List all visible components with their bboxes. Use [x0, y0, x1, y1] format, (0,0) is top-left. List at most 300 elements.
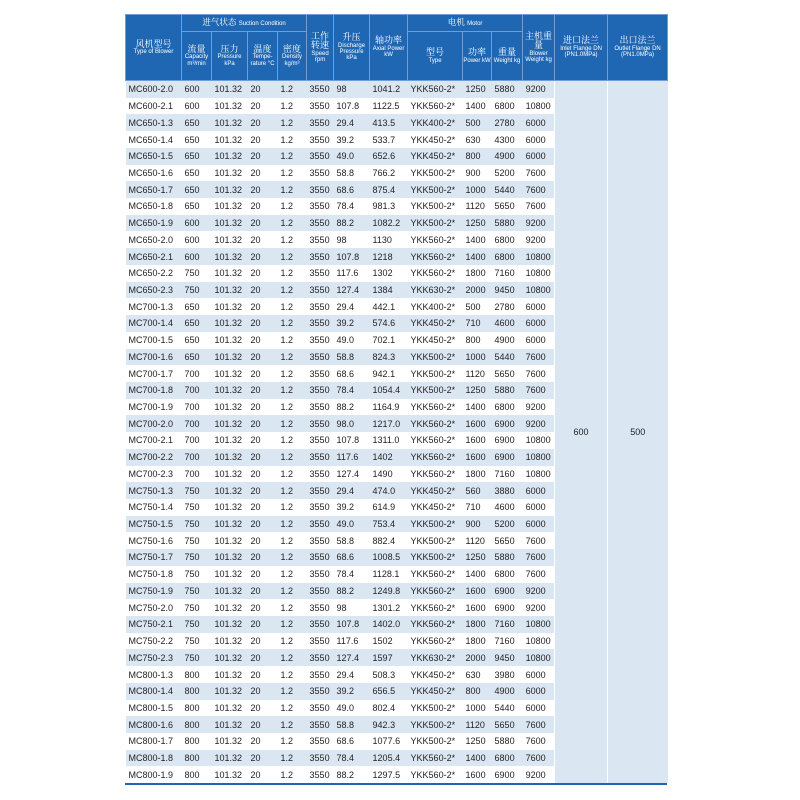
table-cell: 3550 — [307, 399, 334, 416]
table-cell: 800 — [182, 766, 212, 783]
table-cell: 6900 — [492, 415, 523, 432]
table-cell: 750 — [182, 616, 212, 633]
table-cell: 1400 — [463, 248, 492, 265]
table-cell: 710 — [463, 315, 492, 332]
table-cell: 1.2 — [278, 733, 307, 750]
table-cell: 700 — [182, 466, 212, 483]
table-cell: 1.2 — [278, 114, 307, 131]
table-cell: 3550 — [307, 766, 334, 783]
table-cell: 1.2 — [278, 750, 307, 767]
col-inlet-flange: 进口法兰 Inlet Flange DN (PN1.0MPa) — [555, 15, 608, 81]
table-cell: 101.32 — [212, 349, 248, 366]
table-cell: YKK560-2* — [408, 599, 463, 616]
table-cell: 78.4 — [334, 198, 370, 215]
table-cell: 9200 — [523, 766, 555, 783]
table-cell: 1597 — [370, 649, 408, 666]
table-cell: 1.2 — [278, 215, 307, 232]
table-cell: 3550 — [307, 215, 334, 232]
table-cell: YKK560-2* — [408, 248, 463, 265]
table-cell: 101.32 — [212, 666, 248, 683]
table-cell: 1.2 — [278, 482, 307, 499]
table-cell: 29.4 — [334, 298, 370, 315]
table-cell: 9200 — [523, 415, 555, 432]
table-cell: 107.8 — [334, 432, 370, 449]
table-cell: MC800-1.7 — [126, 733, 182, 750]
table-cell: 3880 — [492, 482, 523, 499]
table-cell: 700 — [182, 449, 212, 466]
table-cell: 3980 — [492, 666, 523, 683]
table-cell: 7160 — [492, 466, 523, 483]
table-cell: 6900 — [492, 583, 523, 600]
table-cell: 1502 — [370, 633, 408, 650]
table-cell: 1250 — [463, 549, 492, 566]
table-cell: 1120 — [463, 532, 492, 549]
table-cell: YKK450-2* — [408, 131, 463, 148]
table-cell: 49.0 — [334, 516, 370, 533]
table-cell: 1.2 — [278, 248, 307, 265]
table-cell: 442.1 — [370, 298, 408, 315]
table-cell: 1.2 — [278, 198, 307, 215]
table-cell: 1.2 — [278, 549, 307, 566]
table-cell: 20 — [248, 466, 278, 483]
table-cell: YKK630-2* — [408, 649, 463, 666]
table-cell: 3550 — [307, 649, 334, 666]
table-cell: 3550 — [307, 466, 334, 483]
table-cell: 1600 — [463, 449, 492, 466]
table-cell: YKK450-2* — [408, 683, 463, 700]
table-cell: 3550 — [307, 315, 334, 332]
table-cell: 78.4 — [334, 566, 370, 583]
table-cell: 98.0 — [334, 415, 370, 432]
table-cell: 68.6 — [334, 733, 370, 750]
table-row — [126, 81, 668, 98]
table-cell: YKK560-2* — [408, 766, 463, 783]
table-cell: 78.4 — [334, 750, 370, 767]
table-cell: 508.3 — [370, 666, 408, 683]
table-cell: MC700-1.9 — [126, 399, 182, 416]
col-pressure: 压力 Pressure kPa — [212, 32, 248, 81]
table-cell: 6000 — [523, 315, 555, 332]
table-cell: 39.2 — [334, 131, 370, 148]
table-cell: YKK560-2* — [408, 231, 463, 248]
table-cell: 20 — [248, 415, 278, 432]
col-outlet-flange: 出口法兰 Outlet Flange DN (PN1.0MPa) — [608, 15, 668, 81]
table-cell: 650 — [182, 181, 212, 198]
table-cell: 2780 — [492, 298, 523, 315]
table-cell: 1130 — [370, 231, 408, 248]
table-cell: 20 — [248, 148, 278, 165]
table-cell: 39.2 — [334, 499, 370, 516]
table-cell: 7600 — [523, 382, 555, 399]
table-cell: 1.2 — [278, 282, 307, 299]
table-cell: 127.4 — [334, 649, 370, 666]
table-cell: 101.32 — [212, 466, 248, 483]
table-cell: 1.2 — [278, 131, 307, 148]
table-cell: 101.32 — [212, 248, 248, 265]
table-cell: 630 — [463, 666, 492, 683]
group-motor: 电机 Motor — [408, 15, 523, 32]
table-cell: 1.2 — [278, 181, 307, 198]
table-cell: 3550 — [307, 666, 334, 683]
table-cell: YKK450-2* — [408, 666, 463, 683]
table-cell: 68.6 — [334, 181, 370, 198]
table-cell: 107.8 — [334, 248, 370, 265]
table-cell: 1400 — [463, 566, 492, 583]
table-cell: 101.32 — [212, 265, 248, 282]
table-cell: 1302 — [370, 265, 408, 282]
table-cell: 20 — [248, 81, 278, 98]
table-cell: 882.4 — [370, 532, 408, 549]
table-cell: 1217.0 — [370, 415, 408, 432]
table-cell: MC800-1.5 — [126, 700, 182, 717]
table-cell: 1.2 — [278, 683, 307, 700]
table-cell: 20 — [248, 666, 278, 683]
table-cell: 600 — [182, 98, 212, 115]
table-cell: 3550 — [307, 449, 334, 466]
table-cell: 29.4 — [334, 114, 370, 131]
table-cell: 3550 — [307, 382, 334, 399]
table-cell: 20 — [248, 766, 278, 783]
table-cell: MC650-1.9 — [126, 215, 182, 232]
table-cell: 1.2 — [278, 499, 307, 516]
table-cell: 1.2 — [278, 415, 307, 432]
table-cell: 4900 — [492, 683, 523, 700]
table-cell: 1402.0 — [370, 616, 408, 633]
table-cell: 101.32 — [212, 181, 248, 198]
table-cell: 1.2 — [278, 633, 307, 650]
table-cell: 6000 — [523, 131, 555, 148]
table-cell: 1120 — [463, 365, 492, 382]
table-cell: 800 — [182, 750, 212, 767]
table-cell: 101.32 — [212, 766, 248, 783]
table-cell: MC700-1.6 — [126, 349, 182, 366]
table-cell: 574.6 — [370, 315, 408, 332]
table-cell: YKK450-2* — [408, 148, 463, 165]
table-cell: 101.32 — [212, 683, 248, 700]
table-cell: YKK450-2* — [408, 332, 463, 349]
table-cell: 700 — [182, 415, 212, 432]
table-cell: 1600 — [463, 432, 492, 449]
table-cell: 533.7 — [370, 131, 408, 148]
table-cell: YKK560-2* — [408, 750, 463, 767]
table-cell: 1000 — [463, 349, 492, 366]
table-cell: 1600 — [463, 583, 492, 600]
table-cell: 127.4 — [334, 466, 370, 483]
table-cell: 9200 — [523, 399, 555, 416]
table-cell: 7600 — [523, 181, 555, 198]
table-cell: YKK560-2* — [408, 449, 463, 466]
table-cell: 101.32 — [212, 432, 248, 449]
table-cell: 766.2 — [370, 165, 408, 182]
table-cell: YKK500-2* — [408, 349, 463, 366]
table-cell: 3550 — [307, 683, 334, 700]
table-cell: 6800 — [492, 248, 523, 265]
table-cell: 1218 — [370, 248, 408, 265]
table-cell: YKK560-2* — [408, 616, 463, 633]
table-cell: 981.3 — [370, 198, 408, 215]
table-cell: 800 — [182, 683, 212, 700]
table-cell: 3550 — [307, 265, 334, 282]
table-cell: 1120 — [463, 716, 492, 733]
table-cell: 1077.6 — [370, 733, 408, 750]
table-cell: 1.2 — [278, 583, 307, 600]
table-cell: 3550 — [307, 165, 334, 182]
table-cell: 750 — [182, 649, 212, 666]
table-cell: 1082.2 — [370, 215, 408, 232]
table-cell: 800 — [463, 148, 492, 165]
table-cell: 20 — [248, 332, 278, 349]
table-cell: 20 — [248, 265, 278, 282]
table-cell: 6000 — [523, 298, 555, 315]
table-cell: MC650-2.3 — [126, 282, 182, 299]
table-cell: YKK500-2* — [408, 532, 463, 549]
table-cell: 750 — [182, 482, 212, 499]
table-cell: 20 — [248, 131, 278, 148]
table-cell: 7600 — [523, 750, 555, 767]
table-cell: 58.8 — [334, 165, 370, 182]
table-cell: 9200 — [523, 215, 555, 232]
table-cell: 3550 — [307, 532, 334, 549]
table-cell: 20 — [248, 733, 278, 750]
table-cell: 1600 — [463, 415, 492, 432]
table-cell: YKK500-2* — [408, 700, 463, 717]
table-cell: 98 — [334, 231, 370, 248]
table-cell: 3550 — [307, 332, 334, 349]
table-cell: YKK560-2* — [408, 265, 463, 282]
table-cell: MC750-2.0 — [126, 599, 182, 616]
table-cell: 101.32 — [212, 583, 248, 600]
group-suction: 进气状态 Suction Condition — [182, 15, 307, 32]
table-cell: 600 — [182, 248, 212, 265]
table-cell: 750 — [182, 566, 212, 583]
table-cell: 1297.5 — [370, 766, 408, 783]
table-cell: 1249.8 — [370, 583, 408, 600]
table-cell: 1400 — [463, 231, 492, 248]
table-cell: 20 — [248, 198, 278, 215]
table-cell: 700 — [182, 432, 212, 449]
table-cell: MC750-1.9 — [126, 583, 182, 600]
table-cell: 4600 — [492, 499, 523, 516]
table-cell: MC650-2.2 — [126, 265, 182, 282]
table-cell: 5650 — [492, 198, 523, 215]
table-cell: 20 — [248, 566, 278, 583]
table-cell: YKK560-2* — [408, 566, 463, 583]
table-cell: YKK630-2* — [408, 282, 463, 299]
table-cell: 101.32 — [212, 81, 248, 98]
table-cell: 1041.2 — [370, 81, 408, 98]
table-cell: 1120 — [463, 198, 492, 215]
table-cell: 1250 — [463, 215, 492, 232]
table-cell: 3550 — [307, 81, 334, 98]
table-cell: 20 — [248, 482, 278, 499]
table-cell: 49.0 — [334, 332, 370, 349]
table-cell: YKK500-2* — [408, 516, 463, 533]
table-cell: YKK450-2* — [408, 499, 463, 516]
table-cell: MC750-2.2 — [126, 633, 182, 650]
table-cell: 20 — [248, 516, 278, 533]
table-cell: 5440 — [492, 700, 523, 717]
table-cell: 101.32 — [212, 716, 248, 733]
table-cell: 1128.1 — [370, 566, 408, 583]
table-cell: 1.2 — [278, 666, 307, 683]
table-cell: 1.2 — [278, 298, 307, 315]
table-cell: 800 — [182, 666, 212, 683]
table-cell: YKK400-2* — [408, 114, 463, 131]
table-cell: 101.32 — [212, 382, 248, 399]
table-cell: 1.2 — [278, 399, 307, 416]
table-cell: 20 — [248, 365, 278, 382]
table-cell: 2000 — [463, 282, 492, 299]
table-cell: 5880 — [492, 382, 523, 399]
table-cell: 1800 — [463, 466, 492, 483]
table-cell: 9450 — [492, 282, 523, 299]
table-cell: 6000 — [523, 499, 555, 516]
table-cell: MC800-1.6 — [126, 716, 182, 733]
table-cell: 20 — [248, 181, 278, 198]
table-cell: 1.2 — [278, 566, 307, 583]
col-capacity: 流量 Capacity m³/min — [182, 32, 212, 81]
table-cell: 1600 — [463, 766, 492, 783]
table-cell: 10800 — [523, 449, 555, 466]
table-cell: 942.3 — [370, 716, 408, 733]
table-cell: 500 — [463, 114, 492, 131]
table-cell: 20 — [248, 432, 278, 449]
table-cell: 20 — [248, 315, 278, 332]
table-cell: 3550 — [307, 549, 334, 566]
table-cell: 101.32 — [212, 499, 248, 516]
table-cell: 7600 — [523, 165, 555, 182]
table-cell: 650 — [182, 315, 212, 332]
table-cell: 1.2 — [278, 315, 307, 332]
table-cell: 824.3 — [370, 349, 408, 366]
table-cell: 3550 — [307, 231, 334, 248]
table-cell: 101.32 — [212, 566, 248, 583]
table-cell: 101.32 — [212, 215, 248, 232]
table-cell: 800 — [182, 700, 212, 717]
table-cell: 650 — [182, 148, 212, 165]
table-cell: MC650-1.8 — [126, 198, 182, 215]
table-cell: 1205.4 — [370, 750, 408, 767]
table-cell: MC700-2.1 — [126, 432, 182, 449]
table-cell: 1250 — [463, 81, 492, 98]
table-cell: 49.0 — [334, 700, 370, 717]
table-cell: 1400 — [463, 399, 492, 416]
table-cell: 5200 — [492, 516, 523, 533]
table-cell: 1800 — [463, 633, 492, 650]
table-cell: 1.2 — [278, 599, 307, 616]
table-cell: 1.2 — [278, 432, 307, 449]
table-cell: 1800 — [463, 616, 492, 633]
table-cell: 1.2 — [278, 98, 307, 115]
table-cell: 7600 — [523, 733, 555, 750]
table-cell: 7600 — [523, 349, 555, 366]
table-cell: 20 — [248, 382, 278, 399]
blower-spec-table — [125, 14, 668, 783]
table-cell: 702.1 — [370, 332, 408, 349]
table-cell: 20 — [248, 532, 278, 549]
table-cell: 800 — [182, 733, 212, 750]
table-cell: 107.8 — [334, 616, 370, 633]
table-cell: YKK560-2* — [408, 432, 463, 449]
table-cell: 3550 — [307, 482, 334, 499]
blower-spec-table-wrapper — [125, 14, 667, 783]
table-cell: 4300 — [492, 131, 523, 148]
table-cell: 117.6 — [334, 633, 370, 650]
table-cell: 3550 — [307, 700, 334, 717]
table-cell: MC750-1.7 — [126, 549, 182, 566]
table-cell: 20 — [248, 98, 278, 115]
table-cell: 650 — [182, 349, 212, 366]
table-cell: 101.32 — [212, 633, 248, 650]
table-header — [126, 15, 668, 81]
table-cell: MC750-1.3 — [126, 482, 182, 499]
table-cell: 78.4 — [334, 382, 370, 399]
table-cell: 750 — [182, 499, 212, 516]
table-cell: 127.4 — [334, 282, 370, 299]
table-cell: 750 — [182, 532, 212, 549]
table-cell: 5880 — [492, 733, 523, 750]
table-cell: 101.32 — [212, 332, 248, 349]
table-cell: 101.32 — [212, 733, 248, 750]
table-cell: 10800 — [523, 432, 555, 449]
table-cell: 3550 — [307, 750, 334, 767]
table-cell: 3550 — [307, 248, 334, 265]
col-motor-power: 功率 Power kW — [463, 32, 492, 81]
table-cell: YKK500-2* — [408, 165, 463, 182]
table-cell: 10800 — [523, 649, 555, 666]
table-cell: 1.2 — [278, 265, 307, 282]
table-cell: 9200 — [523, 583, 555, 600]
table-cell: 2780 — [492, 114, 523, 131]
table-cell: 4900 — [492, 148, 523, 165]
table-cell: MC700-2.2 — [126, 449, 182, 466]
table-cell: 1164.9 — [370, 399, 408, 416]
table-cell: 29.4 — [334, 482, 370, 499]
table-cell: 6000 — [523, 114, 555, 131]
table-cell: 3550 — [307, 599, 334, 616]
table-cell: 3550 — [307, 516, 334, 533]
table-cell: 5880 — [492, 549, 523, 566]
table-cell: 5650 — [492, 365, 523, 382]
table-cell: 1402 — [370, 449, 408, 466]
inlet-flange-value: 600 — [555, 81, 608, 784]
table-cell: YKK500-2* — [408, 716, 463, 733]
table-cell: 3550 — [307, 198, 334, 215]
table-cell: 650 — [182, 165, 212, 182]
table-cell: 6000 — [523, 148, 555, 165]
table-cell: 1.2 — [278, 81, 307, 98]
table-body — [126, 81, 668, 784]
table-cell: 1.2 — [278, 700, 307, 717]
table-cell: MC750-1.5 — [126, 516, 182, 533]
table-cell: 20 — [248, 700, 278, 717]
table-cell: MC700-1.7 — [126, 365, 182, 382]
table-cell: MC650-2.1 — [126, 248, 182, 265]
table-cell: 101.32 — [212, 549, 248, 566]
table-cell: 1384 — [370, 282, 408, 299]
table-cell: 6000 — [523, 516, 555, 533]
table-cell: 20 — [248, 298, 278, 315]
col-discharge: 升压 Discharge Pressure kPa — [334, 15, 370, 81]
table-cell: 20 — [248, 248, 278, 265]
outlet-flange-value: 500 — [608, 81, 668, 784]
table-cell: 10800 — [523, 98, 555, 115]
table-cell: 3550 — [307, 633, 334, 650]
table-cell: YKK560-2* — [408, 466, 463, 483]
table-cell: 20 — [248, 449, 278, 466]
table-cell: 88.2 — [334, 399, 370, 416]
table-cell: YKK450-2* — [408, 482, 463, 499]
